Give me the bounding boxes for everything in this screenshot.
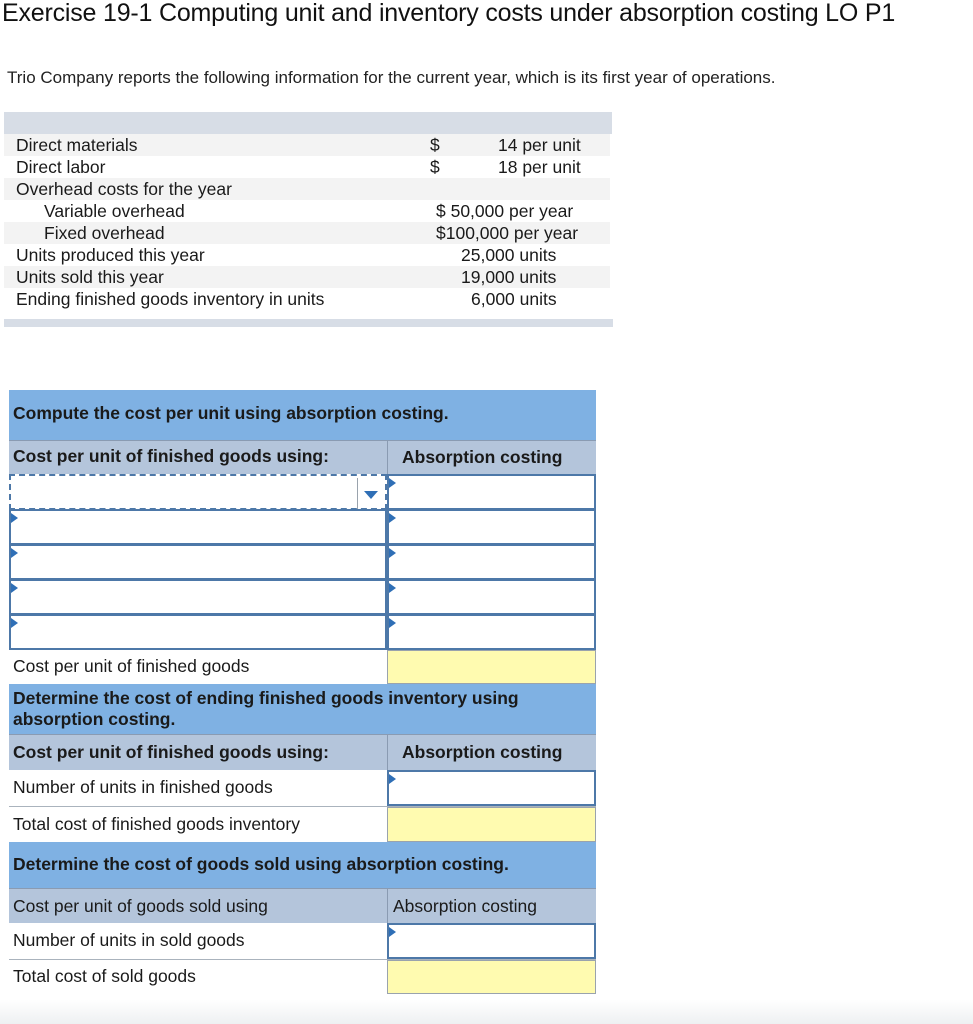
section1-heading: Compute the cost per unit using absorption costing. xyxy=(9,390,596,440)
section3-heading: Determine the cost of goods sold using absorption costing. xyxy=(9,842,596,888)
units-finished-goods-label: Number of units in finished goods xyxy=(9,770,387,806)
total-sold-goods-label: Total cost of sold goods xyxy=(9,960,387,994)
absorption-amount-input-4[interactable] xyxy=(387,579,596,615)
page-title: Exercise 19-1 Computing unit and inventory costs under absorption costing LO P1 xyxy=(2,0,896,27)
fixed-overhead-value: $100,000 per year xyxy=(436,223,579,243)
absorption-amount-input-1[interactable] xyxy=(387,474,596,510)
input-marker-icon xyxy=(11,548,18,558)
absorption-amount-input-2[interactable] xyxy=(387,509,596,545)
info-row-overhead-heading xyxy=(4,178,610,200)
ending-inventory-label: Ending finished goods inventory in units xyxy=(16,289,325,309)
units-produced-value: 25,000 units xyxy=(461,245,557,265)
section2-col-label: Cost per unit of finished goods using: xyxy=(9,734,387,770)
fixed-overhead-label: Fixed overhead xyxy=(44,223,165,243)
cost-item-input-5[interactable] xyxy=(9,614,387,650)
total-finished-goods-label: Total cost of finished goods inventory xyxy=(9,807,387,842)
section3-col-label: Cost per unit of goods sold using xyxy=(9,888,387,923)
info-row-direct-materials xyxy=(4,134,610,156)
cost-item-dropdown[interactable] xyxy=(9,474,387,510)
units-sold-goods-input[interactable] xyxy=(387,923,596,959)
variable-overhead-label: Variable overhead xyxy=(44,201,185,221)
input-marker-icon xyxy=(389,927,396,937)
units-finished-goods-input[interactable] xyxy=(387,770,596,806)
units-sold-goods-label: Number of units in sold goods xyxy=(9,923,387,959)
info-row-direct-labor xyxy=(4,156,610,178)
direct-materials-value: 14 per unit xyxy=(498,135,581,155)
section1-col-label: Cost per unit of finished goods using: xyxy=(9,440,387,474)
units-sold-value: 19,000 units xyxy=(461,267,557,287)
absorption-amount-input-5[interactable] xyxy=(387,614,596,650)
question-table xyxy=(9,390,596,994)
section2-heading: Determine the cost of ending finished goods inventory using absorption costing. xyxy=(9,684,596,734)
input-marker-icon xyxy=(389,618,396,628)
input-marker-icon xyxy=(389,548,396,558)
ending-inventory-value: 6,000 units xyxy=(471,289,557,309)
section1-col-value: Absorption costing xyxy=(387,440,596,474)
total-finished-goods-value xyxy=(387,807,596,842)
cost-item-input-4[interactable] xyxy=(9,579,387,615)
input-marker-icon xyxy=(389,513,396,523)
input-marker-icon xyxy=(389,478,396,488)
section3-col-value: Absorption costing xyxy=(387,888,596,923)
total-sold-goods-value xyxy=(387,960,596,994)
direct-labor-value: 18 per unit xyxy=(498,157,581,177)
page-bottom-fade xyxy=(0,1000,973,1024)
input-marker-icon xyxy=(389,774,396,784)
section2-col-value: Absorption costing xyxy=(387,734,596,770)
units-sold-label: Units sold this year xyxy=(16,267,164,287)
input-marker-icon xyxy=(11,618,18,628)
chevron-down-icon xyxy=(364,491,378,499)
variable-overhead-value: $ 50,000 per year xyxy=(436,201,574,221)
input-marker-icon xyxy=(11,513,18,523)
cost-per-unit-total-label: Cost per unit of finished goods xyxy=(9,650,387,684)
cost-per-unit-total-value xyxy=(387,650,596,684)
cost-item-input-2[interactable] xyxy=(9,509,387,545)
info-row-variable-overhead xyxy=(4,200,610,222)
input-marker-icon xyxy=(11,583,18,593)
info-row-fixed-overhead xyxy=(4,222,610,244)
direct-labor-label: Direct labor xyxy=(16,157,106,177)
currency-sign: $ xyxy=(430,157,440,177)
info-row-ending-inventory xyxy=(4,288,610,310)
info-row-units-produced xyxy=(4,244,610,266)
direct-materials-label: Direct materials xyxy=(16,135,138,155)
info-table-header xyxy=(4,112,612,134)
overhead-heading-label: Overhead costs for the year xyxy=(16,179,232,199)
input-marker-icon xyxy=(389,583,396,593)
info-table-footer xyxy=(4,319,613,327)
absorption-amount-input-3[interactable] xyxy=(387,544,596,580)
info-row-units-sold xyxy=(4,266,610,288)
currency-sign: $ xyxy=(430,135,440,155)
units-produced-label: Units produced this year xyxy=(16,245,205,265)
cost-item-input-3[interactable] xyxy=(9,544,387,580)
intro-text: Trio Company reports the following information for the current year, which is its first year of operations. xyxy=(7,68,776,87)
dropdown-button[interactable] xyxy=(357,478,383,510)
